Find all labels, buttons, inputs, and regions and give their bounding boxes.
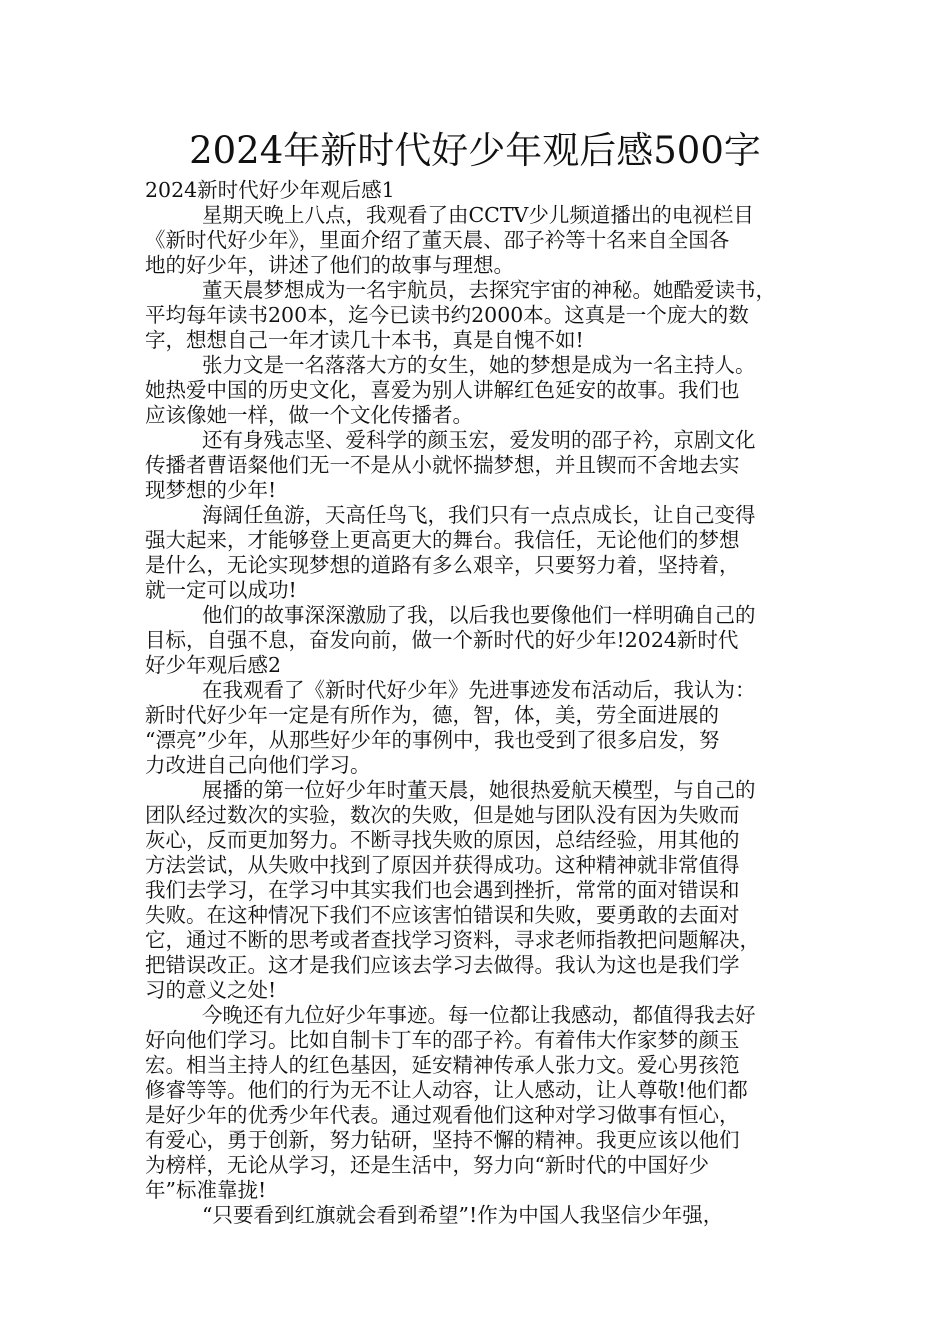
text-line: 现梦想的少年!: [145, 478, 277, 502]
text-line: 平均每年读书200本，迄今已读书约2000本。这真是一个庞大的数: [145, 303, 749, 327]
text-line: 把错误改正。这才是我们应该去学习去做得。我认为这也是我们学: [145, 953, 740, 977]
text-line: 她热爱中国的历史文化，喜爱为别人讲解红色延安的故事。我们也: [145, 378, 740, 402]
text-line: 灰心，反而更加努力。不断寻找失败的原因，总结经验，用其他的: [145, 828, 740, 852]
text-line: 还有身残志坚、爱科学的颜玉宏，爱发明的邵子衿，京剧文化: [202, 428, 756, 452]
text-line: 失败。在这种情况下我们不应该害怕错误和失败，要勇敢的去面对: [145, 903, 740, 927]
text-line: 团队经过数次的实验，数次的失败，但是她与团队没有因为失败而: [145, 803, 740, 827]
text-line: “只要看到红旗就会看到希望”!作为中国人我坚信少年强，: [202, 1203, 724, 1227]
text-line: 张力文是一名落落大方的女生，她的梦想是成为一名主持人。: [202, 353, 756, 377]
text-line: “漂亮”少年，从那些好少年的事例中，我也受到了很多启发，努: [145, 728, 720, 752]
text-line: 今晚还有九位好少年事迹。每一位都让我感动，都值得我去好: [202, 1003, 756, 1027]
text-line: 力改进自己向他们学习。: [145, 753, 371, 777]
text-line: 就一定可以成功!: [145, 578, 297, 602]
text-line: 好少年观后感2: [145, 653, 282, 677]
text-line: 董天晨梦想成为一名宇航员，去探究宇宙的神秘。她酷爱读书，: [202, 278, 776, 302]
text-line: 在我观看了《新时代好少年》先进事迹发布活动后，我认为：: [202, 678, 756, 702]
document-title: 2024年新时代好少年观后感500字: [189, 129, 761, 172]
text-line: 字，想想自己一年才读几十本书，真是自愧不如!: [145, 328, 584, 352]
text-line: 目标，自强不息，奋发向前，做一个新时代的好少年!2024新时代: [145, 628, 739, 652]
text-line: 应该像她一样，做一个文化传播者。: [145, 403, 473, 427]
text-line: 新时代好少年一定是有所作为，德，智，体，美，劳全面进展的: [145, 703, 719, 727]
document-body: [145, 178, 825, 1228]
text-line: 好向他们学习。比如自制卡丁车的邵子衿。有着伟大作家梦的颜玉: [145, 1028, 740, 1052]
text-line: 是好少年的优秀少年代表。通过观看他们这种对学习做事有恒心，: [145, 1103, 740, 1127]
text-line: 习的意义之处!: [145, 978, 277, 1002]
text-line: 年”标准靠拢!: [145, 1178, 267, 1202]
text-line: 宏。相当主持人的红色基因，延安精神传承人张力文。爱心男孩笵: [145, 1053, 740, 1077]
text-line: 为榜样，无论从学习，还是生活中，努力向“新时代的中国好少: [145, 1153, 709, 1177]
text-line: 修睿等等。他们的行为无不让人动容，让人感动，让人尊敬!他们都: [145, 1078, 748, 1102]
text-line: 《新时代好少年》，里面介绍了董天晨、邵子衿等十名来自全国各: [145, 228, 730, 252]
text-line: 海阔任鱼游，天高任鸟飞，我们只有一点点成长，让自己变得: [202, 503, 756, 527]
text-line: 强大起来，才能够登上更高更大的舞台。我信任，无论他们的梦想: [145, 528, 740, 552]
text-line: 传播者曹语粲他们无一不是从小就怀揣梦想，并且锲而不舍地去实: [145, 453, 740, 477]
text-line: 展播的第一位好少年时董天晨，她很热爱航天模型，与自己的: [202, 778, 756, 802]
text-line: 他们的故事深深激励了我，以后我也要像他们一样明确自己的: [202, 603, 756, 627]
text-line: 地的好少年，讲述了他们的故事与理想。: [145, 253, 514, 277]
text-line: 是什么，无论实现梦想的道路有多么艰辛，只要努力着，坚持着，: [145, 553, 740, 577]
text-line: 星期天晚上八点，我观看了由CCTV少儿频道播出的电视栏目: [202, 203, 754, 227]
text-line: 有爱心，勇于创新，努力钻研，坚持不懈的精神。我更应该以他们: [145, 1128, 740, 1152]
text-line: 2024新时代好少年观后感1: [145, 178, 395, 202]
text-line: 它，通过不断的思考或者查找学习资料，寻求老师指教把问题解决，: [145, 928, 760, 952]
text-line: 方法尝试，从失败中找到了原因并获得成功。这种精神就非常值得: [145, 853, 740, 877]
text-line: 我们去学习，在学习中其实我们也会遇到挫折，常常的面对错误和: [145, 878, 740, 902]
